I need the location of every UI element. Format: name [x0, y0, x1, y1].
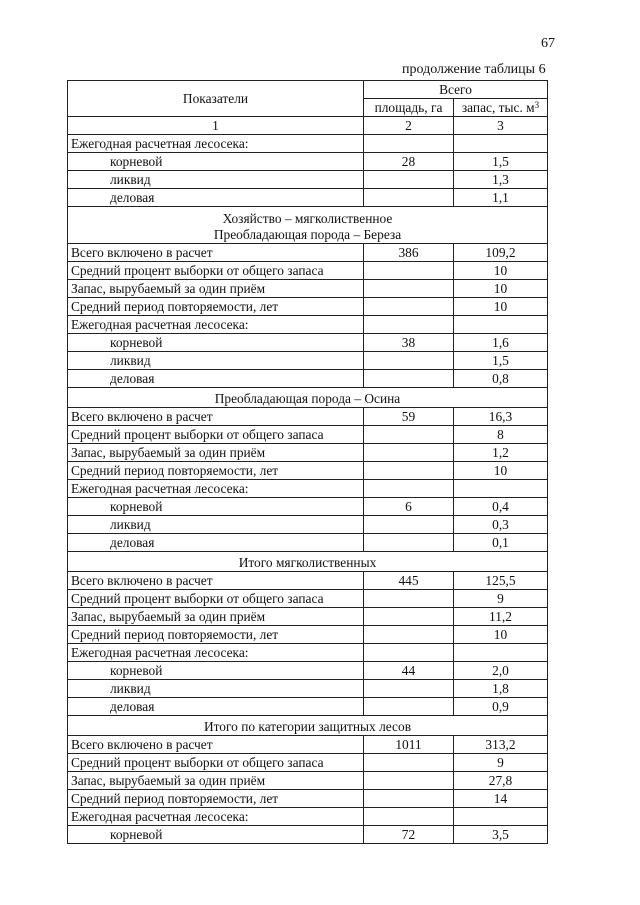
cell-stock: 14	[454, 790, 548, 808]
table-row	[68, 444, 548, 462]
row-label: Всего включено в расчет	[68, 408, 364, 426]
cell-area	[364, 370, 454, 388]
table-row	[68, 608, 548, 626]
cell-stock: 3,5	[454, 826, 548, 844]
table-row	[68, 262, 548, 280]
table-row	[68, 370, 548, 388]
table-row	[68, 572, 548, 590]
cell-stock: 27,8	[454, 772, 548, 790]
cell-area: 38	[364, 334, 454, 352]
page-number: 67	[541, 36, 555, 51]
table-row	[68, 590, 548, 608]
section-title-line: Итого по категории защитных лесов	[203, 719, 412, 734]
cell-stock: 1,6	[454, 334, 548, 352]
cell-area: 72	[364, 826, 454, 844]
table-row	[68, 189, 548, 207]
cell-area	[364, 462, 454, 480]
table-row	[68, 754, 548, 772]
table-row	[68, 644, 548, 662]
cell-stock: 1,8	[454, 680, 548, 698]
cell-area	[364, 171, 454, 189]
header-row-top	[68, 81, 548, 99]
table-row	[68, 244, 548, 262]
cell-area	[364, 316, 454, 334]
table-row	[68, 408, 548, 426]
cell-stock: 0,8	[454, 370, 548, 388]
cell-stock: 0,4	[454, 498, 548, 516]
row-label: Всего включено в расчет	[68, 244, 364, 262]
table-row	[68, 480, 548, 498]
section-row	[68, 207, 548, 244]
row-label: Запас, вырубаемый за один приём	[68, 608, 364, 626]
col-number-2: 2	[364, 117, 454, 135]
cell-stock: 313,2	[454, 736, 548, 754]
section-row	[68, 552, 548, 572]
row-label: корневой	[68, 498, 364, 516]
row-label: Ежегодная расчетная лесосека:	[68, 808, 364, 826]
cell-stock: 0,3	[454, 516, 548, 534]
cell-stock: 10	[454, 262, 548, 280]
table-row	[68, 426, 548, 444]
cell-stock: 8	[454, 426, 548, 444]
row-label: корневой	[68, 662, 364, 680]
cell-area	[364, 426, 454, 444]
table-body	[68, 135, 548, 844]
section-title-line: Итого мягколиственных	[238, 555, 377, 570]
cell-area	[364, 644, 454, 662]
row-label: корневой	[68, 334, 364, 352]
cell-area: 28	[364, 153, 454, 171]
row-label: Средний процент выборки от общего запаса	[68, 426, 364, 444]
table-row	[68, 316, 548, 334]
table-row	[68, 352, 548, 370]
table-row	[68, 680, 548, 698]
section-title	[68, 716, 548, 736]
section-title-line: Преобладающая порода – Береза	[213, 227, 402, 242]
cell-area	[364, 790, 454, 808]
cell-stock	[454, 480, 548, 498]
row-label: ликвид	[68, 516, 364, 534]
row-label: Запас, вырубаемый за один приём	[68, 772, 364, 790]
cell-stock: 16,3	[454, 408, 548, 426]
cell-area: 1011	[364, 736, 454, 754]
row-label: Ежегодная расчетная лесосека:	[68, 480, 364, 498]
cell-stock: 2,0	[454, 662, 548, 680]
row-label: Средний процент выборки от общего запаса	[68, 754, 364, 772]
cell-stock: 0,9	[454, 698, 548, 716]
section-title-line: Преобладающая порода – Осина	[214, 391, 401, 406]
table-row	[68, 498, 548, 516]
cell-stock: 10	[454, 280, 548, 298]
cell-area	[364, 608, 454, 626]
section-title	[68, 207, 548, 244]
row-label: Средний период повторяемости, лет	[68, 462, 364, 480]
cell-area	[364, 626, 454, 644]
cell-stock: 1,2	[454, 444, 548, 462]
cell-area	[364, 189, 454, 207]
row-label: деловая	[68, 189, 364, 207]
table-row	[68, 135, 548, 153]
section-row	[68, 716, 548, 736]
row-label: ликвид	[68, 352, 364, 370]
cell-area	[364, 262, 454, 280]
table-row	[68, 826, 548, 844]
table-row	[68, 153, 548, 171]
cell-area	[364, 590, 454, 608]
cell-area	[364, 698, 454, 716]
header-stock-text: запас, тыс. м	[461, 100, 535, 115]
row-label: ликвид	[68, 680, 364, 698]
cell-stock: 10	[454, 298, 548, 316]
cell-stock: 9	[454, 754, 548, 772]
cell-area	[364, 516, 454, 534]
row-label: деловая	[68, 698, 364, 716]
row-label: Ежегодная расчетная лесосека:	[68, 644, 364, 662]
cell-stock: 125,5	[454, 572, 548, 590]
cell-stock: 1,5	[454, 153, 548, 171]
table-row	[68, 736, 548, 754]
row-label: деловая	[68, 534, 364, 552]
cell-area	[364, 754, 454, 772]
row-label: Всего включено в расчет	[68, 572, 364, 590]
table-row	[68, 662, 548, 680]
row-label: Средний период повторяемости, лет	[68, 790, 364, 808]
cell-stock: 9	[454, 590, 548, 608]
table-continuation-caption: продолжение таблицы 6	[402, 62, 546, 77]
row-label: Запас, вырубаемый за один приём	[68, 444, 364, 462]
cell-area	[364, 680, 454, 698]
header-area: площадь, га	[364, 99, 454, 117]
table-row	[68, 462, 548, 480]
row-label: ликвид	[68, 171, 364, 189]
cell-area	[364, 480, 454, 498]
cell-stock	[454, 808, 548, 826]
table-row	[68, 534, 548, 552]
cell-area	[364, 808, 454, 826]
table-row	[68, 808, 548, 826]
header-stock-sup: 3	[534, 100, 540, 110]
header-col-numbers	[68, 117, 548, 135]
table-row	[68, 772, 548, 790]
table-row	[68, 334, 548, 352]
col-number-1: 1	[68, 117, 364, 135]
header-total: Всего	[364, 81, 548, 99]
table-row	[68, 280, 548, 298]
cell-stock: 10	[454, 626, 548, 644]
cell-area	[364, 534, 454, 552]
cell-area: 445	[364, 572, 454, 590]
cell-area	[364, 280, 454, 298]
cell-stock: 1,1	[454, 189, 548, 207]
section-row	[68, 388, 548, 408]
header-stock	[454, 99, 548, 117]
cell-stock: 109,2	[454, 244, 548, 262]
section-title	[68, 388, 548, 408]
table-row	[68, 298, 548, 316]
table-row	[68, 171, 548, 189]
row-label: корневой	[68, 826, 364, 844]
cell-stock: 0,1	[454, 534, 548, 552]
row-label: Средний период повторяемости, лет	[68, 626, 364, 644]
cell-stock	[454, 316, 548, 334]
cell-stock: 10	[454, 462, 548, 480]
cell-stock: 1,3	[454, 171, 548, 189]
cell-stock	[454, 644, 548, 662]
cell-stock: 1,5	[454, 352, 548, 370]
cell-stock	[454, 135, 548, 153]
forest-table	[67, 80, 548, 844]
cell-area	[364, 135, 454, 153]
cell-area: 44	[364, 662, 454, 680]
row-label: Всего включено в расчет	[68, 736, 364, 754]
row-label: корневой	[68, 153, 364, 171]
cell-area	[364, 298, 454, 316]
cell-area: 386	[364, 244, 454, 262]
row-label: Средний процент выборки от общего запаса	[68, 590, 364, 608]
table-row	[68, 626, 548, 644]
cell-area	[364, 772, 454, 790]
cell-stock: 11,2	[454, 608, 548, 626]
row-label: деловая	[68, 370, 364, 388]
cell-area	[364, 444, 454, 462]
row-label: Ежегодная расчетная лесосека:	[68, 316, 364, 334]
row-label: Ежегодная расчетная лесосека:	[68, 135, 364, 153]
table-row	[68, 698, 548, 716]
section-title-line: Хозяйство – мягколиственное	[222, 211, 393, 226]
section-title	[68, 552, 548, 572]
cell-area: 6	[364, 498, 454, 516]
cell-area	[364, 352, 454, 370]
header-indicators: Показатели	[68, 81, 364, 117]
row-label: Средний процент выборки от общего запаса	[68, 262, 364, 280]
table-row	[68, 516, 548, 534]
cell-area: 59	[364, 408, 454, 426]
row-label: Запас, вырубаемый за один приём	[68, 280, 364, 298]
table-row	[68, 790, 548, 808]
col-number-3: 3	[454, 117, 548, 135]
row-label: Средний период повторяемости, лет	[68, 298, 364, 316]
